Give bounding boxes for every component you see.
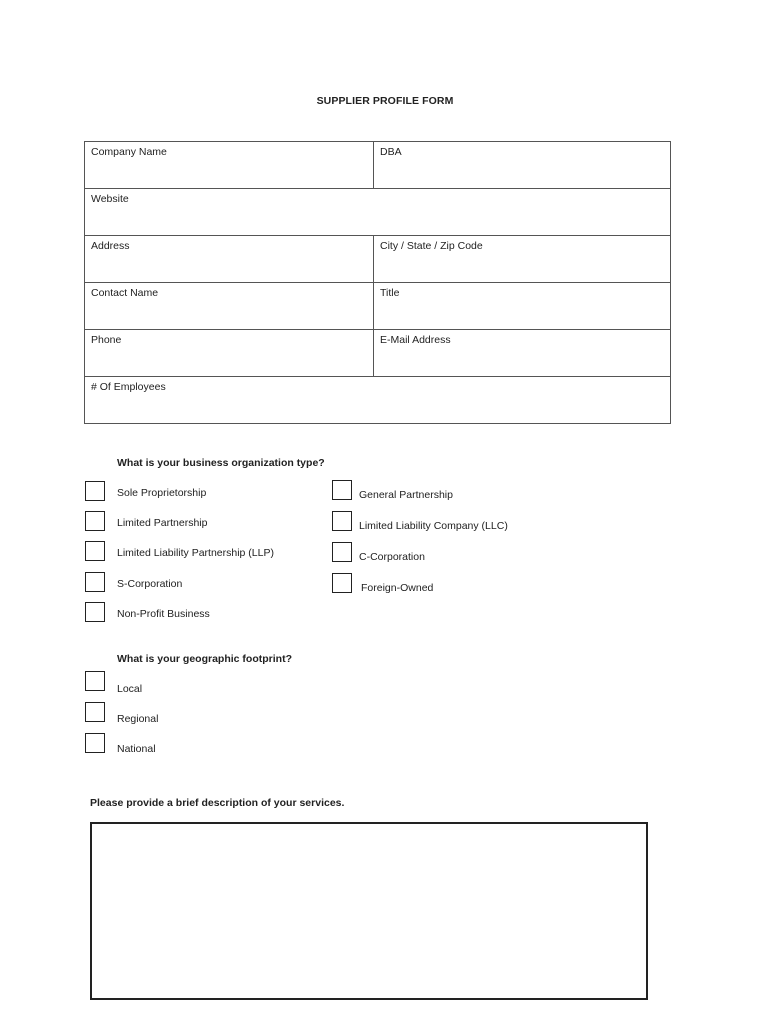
table-row [85, 189, 670, 236]
title-cell [374, 283, 670, 329]
table-row [85, 142, 670, 189]
sole-proprietorship-label: Sole Proprietorship [117, 487, 207, 499]
general-partnership-checkbox[interactable] [332, 480, 352, 500]
city-state-zip-cell [374, 236, 670, 282]
services-description-field[interactable] [90, 822, 648, 1000]
address-label: Address [91, 240, 130, 252]
phone-label: Phone [91, 334, 122, 346]
form-title: SUPPLIER PROFILE FORM [316, 95, 454, 107]
general-partnership-label: General Partnership [359, 489, 453, 501]
email-label: E-Mail Address [380, 334, 451, 346]
national-label: National [117, 743, 156, 755]
c-corporation-label: C-Corporation [359, 551, 425, 563]
contact-name-field[interactable] [91, 301, 371, 321]
local-checkbox[interactable] [85, 671, 105, 691]
org-type-question: What is your business organization type? [117, 457, 325, 469]
email-cell [374, 330, 670, 376]
info-table [84, 141, 671, 424]
phone-cell [85, 330, 374, 376]
company-name-label: Company Name [91, 146, 167, 158]
title-field[interactable] [380, 301, 668, 321]
website-field[interactable] [91, 207, 668, 227]
phone-field[interactable] [91, 348, 371, 368]
city-state-zip-label: City / State / Zip Code [380, 240, 483, 252]
foreign-owned-label: Foreign-Owned [361, 582, 434, 594]
city-state-zip-field[interactable] [380, 254, 668, 274]
s-corporation-checkbox[interactable] [85, 572, 105, 592]
dba-cell [374, 142, 670, 188]
regional-checkbox[interactable] [85, 702, 105, 722]
c-corporation-checkbox[interactable] [332, 542, 352, 562]
table-row [85, 330, 670, 377]
llc-label: Limited Liability Company (LLC) [359, 520, 508, 532]
national-checkbox[interactable] [85, 733, 105, 753]
contact-name-label: Contact Name [91, 287, 159, 299]
table-row [85, 377, 670, 424]
address-cell [85, 236, 374, 282]
table-row [85, 236, 670, 283]
website-cell [85, 189, 670, 235]
title-label: Title [380, 287, 400, 299]
limited-partnership-label: Limited Partnership [117, 517, 208, 529]
llc-checkbox[interactable] [332, 511, 352, 531]
employees-cell [85, 377, 670, 424]
sole-proprietorship-checkbox[interactable] [85, 481, 105, 501]
employees-field[interactable] [91, 395, 668, 415]
non-profit-label: Non-Profit Business [117, 608, 210, 620]
dba-field[interactable] [380, 160, 668, 180]
company-name-cell [85, 142, 374, 188]
s-corporation-label: S-Corporation [117, 578, 183, 590]
dba-label: DBA [380, 146, 402, 158]
table-row [85, 283, 670, 330]
limited-partnership-checkbox[interactable] [85, 511, 105, 531]
services-question: Please provide a brief description of your services. [90, 797, 345, 809]
non-profit-checkbox[interactable] [85, 602, 105, 622]
llp-checkbox[interactable] [85, 541, 105, 561]
email-field[interactable] [380, 348, 668, 368]
employees-label: # Of Employees [91, 381, 166, 393]
geo-question: What is your geographic footprint? [117, 653, 292, 665]
website-label: Website [91, 193, 129, 205]
address-field[interactable] [91, 254, 371, 274]
company-name-field[interactable] [91, 160, 371, 180]
llp-label: Limited Liability Partnership (LLP) [117, 547, 274, 559]
contact-name-cell [85, 283, 374, 329]
foreign-owned-checkbox[interactable] [332, 573, 352, 593]
local-label: Local [117, 683, 143, 695]
regional-label: Regional [117, 713, 159, 725]
